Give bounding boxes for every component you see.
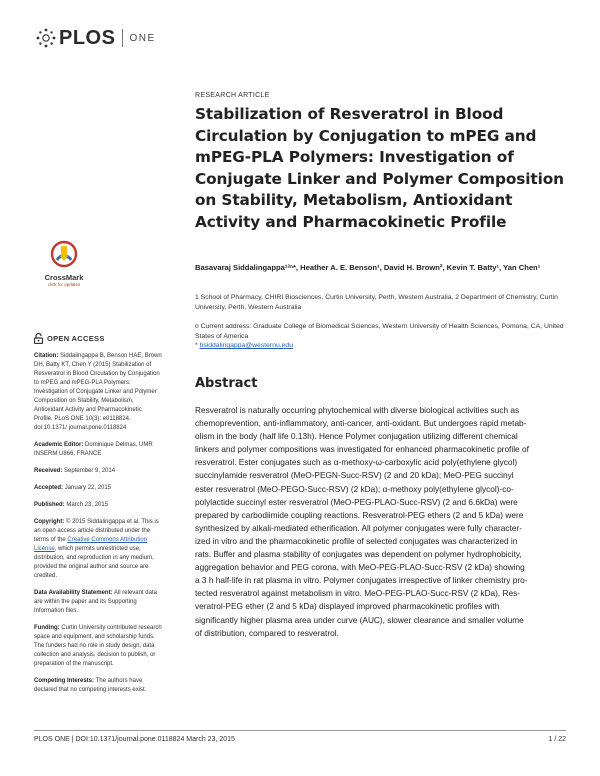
abstract-heading: Abstract <box>195 376 258 391</box>
abstract-line: ized in vitro and the pharmacokinetic profile of selected conjugates was characterized in <box>195 535 518 546</box>
abstract-line: prepared by carbodiimide coupling reactions. Resveratrol-PEG ethers (2 and 5 kDa) were <box>195 509 524 520</box>
editor-block <box>34 441 162 459</box>
citation-text: Siddalingappa B, Benson HAE, Brown DH, Batty KT, Chen Y (2015) Stabilization of Resveratrol in Blood Circulation by Conjugation to mPEG and mPEG-PLA Polymers: Investigation of Conjugate Linker and Polymer Composition on Stability, Metabolism, Antioxidant Activity and Pharmacokinetic Profile. PLoS ONE 10(3): e0118824. doi:10.1371/ journal.pone.0118824 <box>34 353 162 431</box>
competing-interests-text: The authors have declared that no competing interests exist. <box>34 678 147 693</box>
abstract-line: resveratrol. Ester conjugates such as α-methoxy-ω-carboxylic acid poly(ethylene glycol) <box>195 457 518 468</box>
accepted-block <box>34 484 162 493</box>
abstract-line: significantly higher plasma area under curve (AUC), slower clearance and smaller volume <box>195 614 524 625</box>
citation-label: Citation: <box>34 353 59 359</box>
license-link[interactable]: Creative Commons Attribution License <box>34 537 148 552</box>
open-lock-icon <box>34 333 43 344</box>
published-date: March 23, 2015 <box>66 502 109 508</box>
crossmark-icon <box>50 240 78 272</box>
crossmark-sub: click for updates <box>47 282 81 287</box>
abstract-line: a 3 h half-life in rat plasma in vitro. Polymer conjugates irrespective of linker chemistry pro- <box>195 575 528 586</box>
abstract-line: chemoprevention, anti-inflammatory, anti-cancer, anti-oxidant. But undergoes rapid metab- <box>195 418 527 429</box>
page-number: 1 / 22 <box>548 736 566 743</box>
author-list: Basavaraj Siddalingappa¹³ⁿ*, Heather A. E. Benson¹, David H. Brown², Kevin T. Batty¹, Yan Chen¹ <box>195 263 541 272</box>
logo-divider <box>122 29 123 47</box>
abstract-body <box>195 404 565 640</box>
citation-block <box>34 352 162 433</box>
received-label: Received: <box>34 468 63 474</box>
article-type: RESEARCH ARTICLE <box>195 92 270 99</box>
published-label: Published: <box>34 502 65 508</box>
accepted-date: January 22, 2015 <box>64 485 112 491</box>
accepted-label: Accepted: <box>34 485 64 491</box>
abstract-line: Resveratrol is naturally occurring phytochemical with diverse biological activities such as <box>195 405 520 415</box>
competing-interests-block <box>34 677 162 695</box>
abstract-line: ester resveratrol (MeO-PEGO-Succ-RSV) (2 kDa); α-methoxy poly(ethylene glycol)-co- <box>195 483 514 494</box>
funding-block <box>34 624 162 669</box>
email-marker: * <box>195 342 200 349</box>
current-address: ¤ Current address: Graduate College of Biomedical Sciences, Western University of Health Sciences, Pomona, CA, United States of America <box>195 323 564 340</box>
abstract-line: tected resveratrol against metabolism in vitro. MeO-PEG-PLAO-Succ-RSV (2 kDa), Res- <box>195 588 521 599</box>
footer-divider <box>34 730 566 731</box>
data-availability-label: Data Availability Statement: <box>34 590 113 596</box>
copyright-label: Copyright: <box>34 519 65 525</box>
open-access-badge <box>34 333 162 344</box>
crossmark-label: CrossMark <box>44 273 84 282</box>
corresponding-email-link[interactable]: bsiddalingappa@westernu.edu <box>199 342 293 349</box>
open-access-label: OPEN ACCESS <box>47 334 105 343</box>
copyright-text-1: © 2015 Siddalingappa et al. This is an open access article distributed under the terms of the <box>34 519 159 543</box>
abstract-line: linkers and polymer compositions was investigated for enhanced pharmacokinetic profile of <box>195 444 529 455</box>
funding-text: Curtin University contributed research space and equipment, and scholarship funds. The funders had no role in study design, data collection and analysis, decision to publish, or preparation of the manuscript. <box>34 625 162 667</box>
affiliations: 1 School of Pharmacy, CHIRI Biosciences, Curtin University, Perth, Western Australia, 2 Department of Chemistry, Curtin University, Perth, Western Australia <box>195 294 558 311</box>
brand-product: ONE <box>129 32 156 44</box>
competing-interests-label: Competing Interests: <box>34 678 95 684</box>
article-sidebar <box>34 333 162 703</box>
abstract-line: polylactide succinyl ester resveratrol (MeO-PEG-PLAO-Succ-RSV) (2 and 6.6kDa) were <box>195 496 518 507</box>
funding-label: Funding: <box>34 625 60 631</box>
editor-label: Academic Editor: <box>34 442 84 448</box>
abstract-line: of distribution, compared to resveratrol. <box>195 627 339 638</box>
author-notes <box>195 322 565 351</box>
published-block <box>34 501 162 510</box>
brand-name: PLOS <box>59 26 116 49</box>
corresponding-email-line <box>195 341 565 351</box>
copyright-text-2: , which permits unrestricted use, distribution, and reproduction in any medium, provided the original author and source are credited. <box>34 546 154 579</box>
copyright-block <box>34 518 162 581</box>
data-availability-text: All relevant data are within the paper and its Supporting Information files. <box>34 590 157 614</box>
abstract-line: olism in the body (half life 0.13h). Hence Polymer conjugation utilizing different chemical <box>195 431 518 442</box>
received-date: September 9, 2014 <box>64 468 116 474</box>
crossmark-badge[interactable] <box>34 240 94 287</box>
plos-sunburst-icon <box>36 28 56 48</box>
abstract-line: succinylamide resveratrol (MeO-PEGN-Succ-RSV) (2 and 20 kDa); MeO-PEG succinyl <box>195 470 514 481</box>
plos-logo[interactable] <box>36 26 156 50</box>
article-title: Stabilization of Resveratrol in Blood Circulation by Conjugation to mPEG and mPEG-PLA Polymers: Investigation of Conjugate Linker and Polymer Composition on Stability, Metabolism, Antioxidant Activity and Pharmacokinetic Profile <box>195 105 564 231</box>
abstract-line: rats. Buffer and plasma stability of conjugates was dependent on polymer hydrophobicity, <box>195 549 522 560</box>
abstract-line: veratrol-PEG ether (2 and 5 kDa) displayed improved pharmacokinetic profiles with <box>195 601 500 612</box>
abstract-line: synthesized by alkali-mediated etherification. All polymer conjugates were fully character- <box>195 522 522 533</box>
received-block <box>34 467 162 476</box>
editor-text: Dominique Delmas, UMR INSERM U866, FRANCE <box>34 442 153 457</box>
footer-citation: PLOS ONE | DOI:10.1371/journal.pone.0118824 March 23, 2015 <box>34 736 235 743</box>
abstract-line: aggregation behavior and PEG corona, with MeO-PEG-PLAO-Succ-RSV (2 kDa) showing <box>195 562 525 573</box>
data-availability-block <box>34 589 162 616</box>
